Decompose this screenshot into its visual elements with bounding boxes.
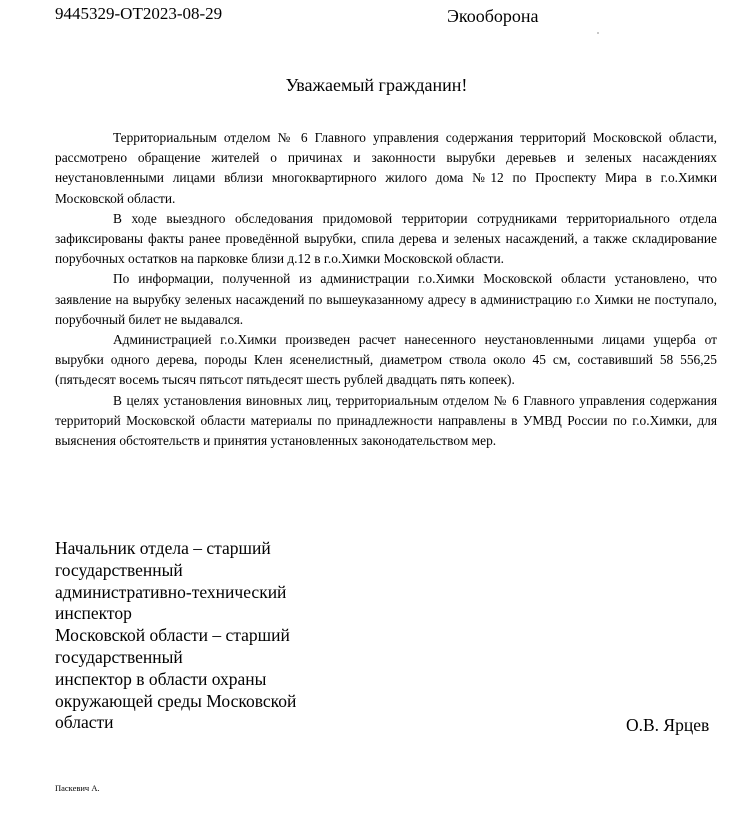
signatory-name: О.В. Ярцев [626,715,710,735]
signatory-position-line: области [55,712,114,733]
paragraph-permit-status: По информации, полученной из администрации г.о.Химки Московской области установлено, что заявление на вырубку зеленых насаждений по вышеуказанному адресу в администрацию г.о Химки не поступало, порубочный билет не выдавался. [55,271,717,327]
signatory-position-line: административно-технический [55,581,287,602]
signatory-position-line: окружающей среды Московской [55,690,297,711]
paragraph-damage-calculation: Администрацией г.о.Химки произведен расчет нанесенного неустановленными лицами ущерба от вырубки одного дерева, породы Клен ясенелистный, диаметром ствола около 45 см, составивший 58 556,25 (пятьдесят восемь тысяч пятьсот пятьдесят шесть рублей двадцать пять копеек). [55,332,717,388]
signatory-position [55,538,375,734]
signatory-position-line: государственный [55,559,183,580]
document-reference-number: 9445329-ОТ2023-08-29 [55,4,223,23]
signatory-position-line: инспектор в области охраны [55,668,267,689]
signatory-position-line: инспектор [55,603,132,624]
executor-name: Паскевич А. [55,783,100,793]
scan-speck [597,32,599,34]
greeting-heading: Уважаемый гражданин! [285,75,468,95]
signatory-position-line: Московской области – старший [55,625,290,646]
paragraph-appeal-review: Территориальным отделом № 6 Главного управления содержания территорий Московской области, рассмотрено обращение жителей о причинах и законности вырубки деревьев и зеленых насаждениях неустановленными лицами вблизи многоквартирного жилого дома №12 по Проспекту Мира в г.о.Химки Московской области. [55,130,717,206]
signatory-position-line: Начальник отдела – старший [55,538,271,558]
paragraph-referral-to-police: В целях установления виновных лиц, территориальным отделом № 6 Главного управления содержания территорий Московской области материалы по принадлежности направлены в УМВД России по г.о.Химки, для выяснения обстоятельств и принятия установленных законодательством мер. [55,392,717,449]
paragraph-inspection-findings: В ходе выездного обследования придомовой территории сотрудниками территориального отдела зафиксированы факты ранее проведённой вырубки, спила дерева и зеленых насаждений, а также складирование порубочных остатков на парковке близи д.12 в г.о.Химки Московской области. [55,210,717,267]
letter-body [55,128,717,451]
addressee-organization: Экооборона [447,6,539,26]
signatory-position-line: государственный [55,646,183,667]
